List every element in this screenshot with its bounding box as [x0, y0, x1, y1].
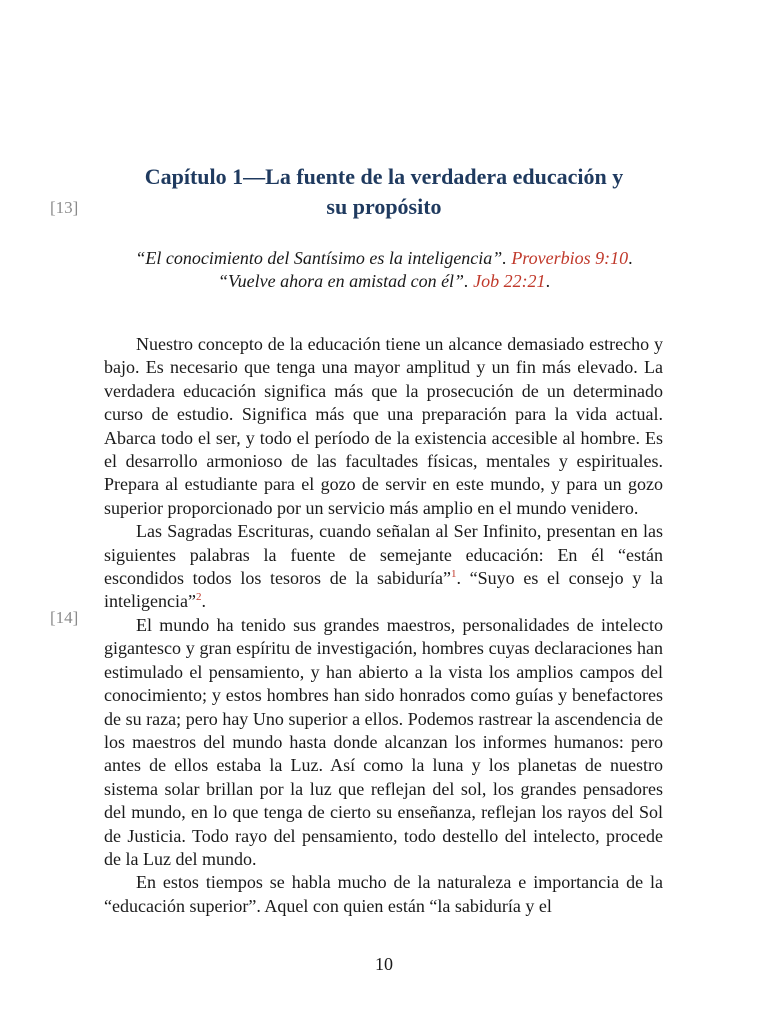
footnote-ref-2[interactable]: 2	[195, 591, 202, 604]
paragraph-2-text-a: Las Sagradas Escrituras, cuando señalan al Ser Infinito, presentan en las siguientes palabras la fuente de semejante educación: En él “están escondidos todos los tesoros de la sabiduría”	[104, 521, 663, 589]
epigraph-quote2: “Vuelve ahora en amistad con él”.	[217, 271, 469, 291]
paragraph-1: Nuestro concepto de la educación tiene un alcance demasiado estrecho y bajo. Es necesario que tenga una mayor amplitud y un fin más elevado. La verdadera educación significa más que la prosecución de un determinado curso de estudio. Significa más que una preparación para la vida actual. Abarca todo el ser, y todo el período de la existencia accesible al hombre. Es el desarrollo armonioso de las facultades físicas, mentales y espirituales. Prepara al estudiante para el gozo de servir en este mundo, y para un gozo superior proporcionado por un servicio más amplio en el mundo venidero.	[104, 334, 663, 518]
chapter-body	[104, 333, 663, 918]
margin-ref-13: [13]	[50, 198, 79, 217]
paragraph-2	[104, 520, 663, 614]
paragraph-2-text-b: . “Suyo es el consejo y la inteligencia”	[104, 568, 663, 612]
epigraph-line2: “Vuelve ahora en amistad con él”. Job 22:21.	[217, 271, 551, 291]
chapter-title-line1: Capítulo 1—La fuente de la verdadera educación y	[144, 164, 624, 189]
epigraph	[104, 247, 664, 293]
epigraph-quote1: “El conocimiento del Santísimo es la inteligencia”.	[135, 248, 507, 268]
chapter-title	[104, 162, 664, 222]
chapter-title-line2: su propósito	[326, 194, 442, 219]
bible-ref-proverbios[interactable]: Proverbios 9:10	[511, 248, 629, 268]
margin-ref-14: [14]	[50, 608, 79, 627]
epigraph-line1: “El conocimiento del Santísimo es la inteligencia”. Proverbios 9:10.	[135, 248, 633, 268]
paragraph-2-text-c: .	[201, 591, 206, 612]
page-number: 10	[375, 954, 393, 974]
bible-ref-job[interactable]: Job 22:21	[473, 271, 546, 291]
paragraph-3: El mundo ha tenido sus grandes maestros, personalidades de intelecto gigantesco y gran espíritu de investigación, hombres cuyas declaraciones han estimulado el pensamiento, y han abierto a la vista los amplios campos del conocimiento; y estos hombres han sido honrados como guías y benefactores de su raza; pero hay Uno superior a ellos. Podemos rastrear la ascendencia de los maestros del mundo hasta donde alcanzan los informes humanos: pero antes de ellos estaba la Luz. Así como la luna y los planetas de nuestro sistema solar brillan por la luz que reflejan del sol, los grandes pensadores del mundo, en lo que tenga de cierto su enseñanza, reflejan los rayos del Sol de Justicia. Todo rayo del pensamiento, todo destello del intelecto, procede de la Luz del mundo.	[104, 614, 663, 869]
paragraph-4: En estos tiempos se habla mucho de la naturaleza e importancia de la “educación superior”. Aquel con quien están “la sabiduría y el	[104, 872, 663, 916]
footnote-ref-1[interactable]: 1	[450, 568, 457, 581]
